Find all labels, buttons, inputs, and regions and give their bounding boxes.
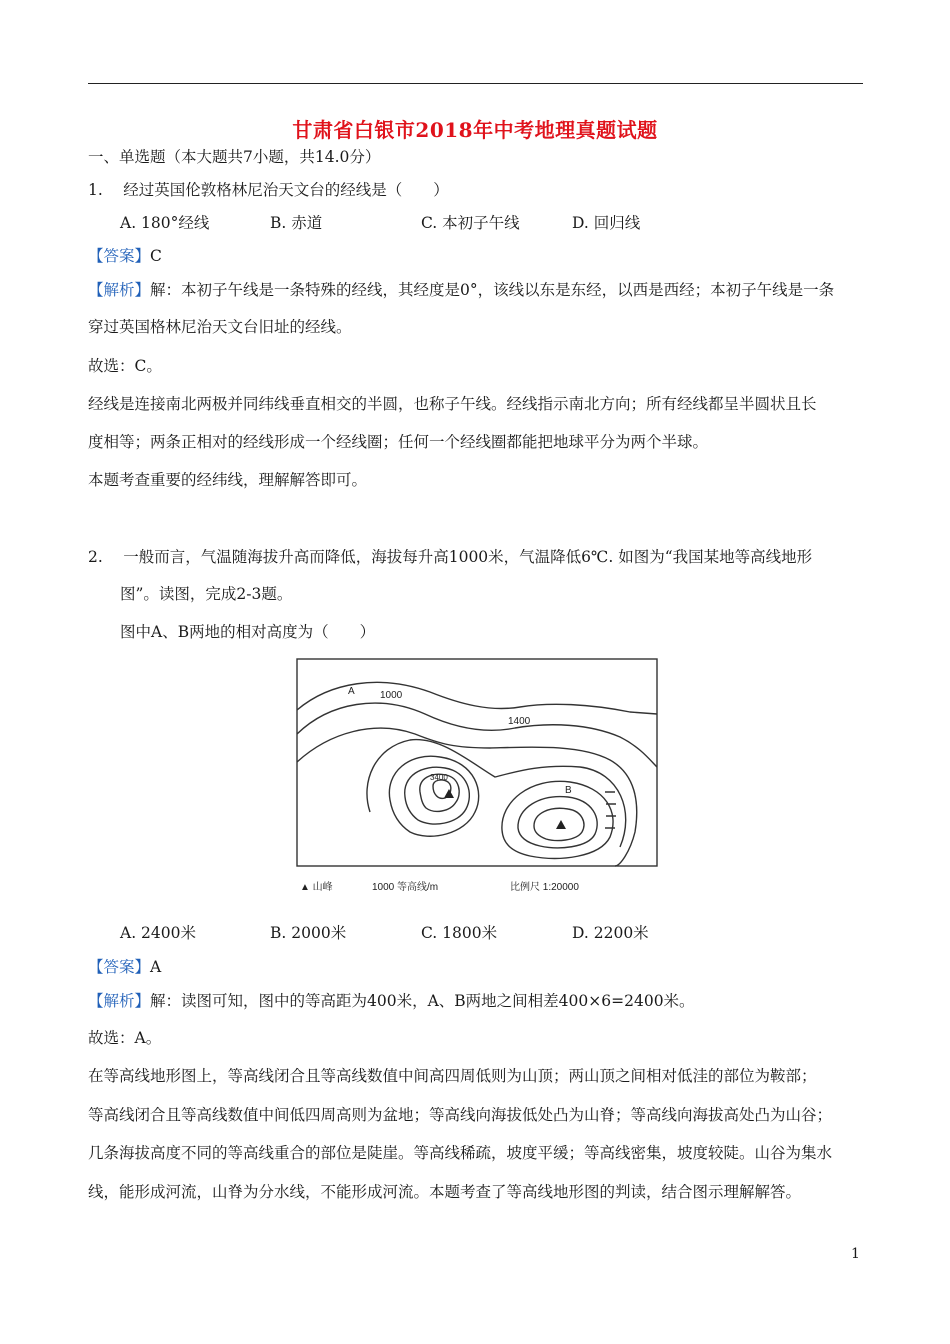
answer-tag: 【答案】 — [88, 247, 151, 265]
label-a: A — [348, 686, 355, 697]
q1-option-b: B. 赤道 — [270, 214, 323, 232]
page-title: 甘肃省白银市2018年中考地理真题试题 — [292, 118, 658, 142]
q2-answer — [88, 955, 161, 977]
q2-option-a: A. 2400米 — [120, 924, 196, 942]
legend-peak: ▲ 山峰 — [300, 882, 333, 893]
q2-stem-1: 2. 一般而言，气温随海拔升高而降低，海拔每升高1000米，气温降低6℃. 如图为“我国某地等高线地形 — [88, 548, 813, 566]
contour-line — [297, 728, 637, 866]
q2-answer-value: A — [150, 958, 162, 976]
q2-option-b: B. 2000米 — [270, 924, 347, 942]
q2-note-3: 几条海拔高度不同的等高线重合的部位是陡崖。等高线稀疏，坡度平缓；等高线密集，坡度较陡。山谷为集水 — [88, 1144, 833, 1162]
label-b: B — [565, 785, 572, 796]
q1-option-a: A. 180°经线 — [120, 214, 210, 232]
q2-note-2: 等高线闭合且等高线数值中间低四周高则为盆地；等高线向海拔低处凸为山脊；等高线向海拔高处凸为山谷； — [88, 1106, 833, 1124]
q2-option-d: D. 2200米 — [572, 924, 649, 942]
q1-answer-value: C — [150, 247, 162, 265]
q1-note-2: 度相等；两条正相对的经线形成一个经线圈；任何一个经线圈都能把地球平分为两个半球。 — [88, 433, 709, 451]
analysis-tag: 【解析】 — [88, 281, 151, 299]
q1-analysis-text: 解：本初子午线是一条特殊的经线，其经度是0°，该线以东是东经，以西是西经；本初子午线是一条 — [150, 281, 835, 299]
peak-icon — [444, 789, 454, 798]
analysis-tag: 【解析】 — [88, 992, 151, 1010]
q1-analysis-line2: 穿过英国格林尼治天文台旧址的经线。 — [88, 318, 352, 336]
q2-analysis-text: 解：读图可知，图中的等高距为400米，A、B两地之间相差400×6=2400米。 — [150, 992, 695, 1010]
contour-map — [290, 652, 660, 902]
q2-stem-3: 图中A、B两地的相对高度为（ ） — [120, 623, 376, 641]
q2-option-c: C. 1800米 — [421, 924, 498, 942]
label-peak-elev: 3400 — [430, 773, 448, 782]
label-contour-1000: 1000 — [380, 690, 403, 701]
legend-scale: 比例尺 1:20000 — [510, 882, 579, 893]
q2-note-4: 线，能形成河流，山脊为分水线，不能形成河流。本题考查了等高线地形图的判读，结合图示理解解答。 — [88, 1183, 802, 1201]
q1-option-d: D. 回归线 — [572, 214, 641, 232]
q1-note-1: 经线是连接南北两极并同纬线垂直相交的半圆，也称子午线。经线指示南北方向；所有经线都呈半圆状且长 — [88, 395, 817, 413]
answer-tag: 【答案】 — [88, 958, 151, 976]
q2-analysis — [88, 989, 695, 1011]
legend-contour: 1000 等高线/m — [372, 882, 439, 893]
contour-line — [367, 740, 626, 847]
q2-stem-2: 图”。读图，完成2-3题。 — [120, 585, 293, 603]
q1-option-c: C. 本初子午线 — [421, 214, 520, 232]
page-number: 1 — [851, 1246, 860, 1262]
q1-stem: 1. 经过英国伦敦格林尼治天文台的经线是（ ） — [88, 181, 449, 199]
section-header: 一、单选题（本大题共7小题，共14.0分） — [88, 148, 381, 166]
q2-note-1: 在等高线地形图上，等高线闭合且等高线数值中间高四周低则为山顶；两山顶之间相对低洼的部位为鞍部； — [88, 1067, 817, 1085]
q2-choose: 故选：A。 — [88, 1029, 162, 1047]
header-rule — [88, 83, 863, 84]
q1-note-3: 本题考查重要的经纬线，理解解答即可。 — [88, 471, 368, 489]
peak-icon — [556, 820, 566, 829]
q1-analysis — [88, 278, 834, 300]
label-contour-1400: 1400 — [508, 716, 531, 727]
q1-choose: 故选：C。 — [88, 357, 162, 375]
q1-answer — [88, 244, 162, 266]
